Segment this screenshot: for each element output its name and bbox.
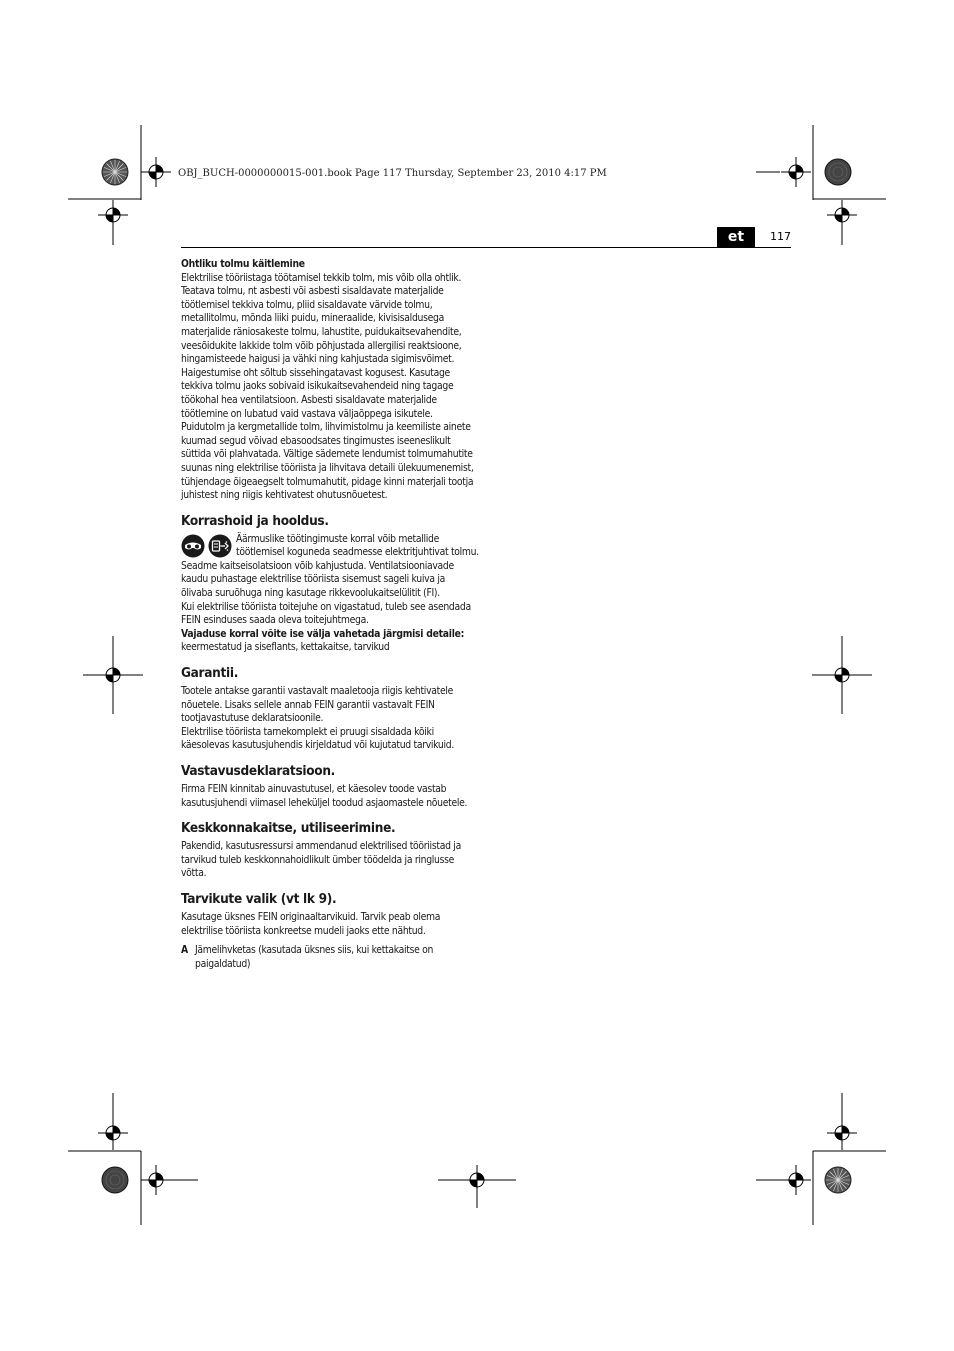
list-item-text: Jämelihvketas (kasutada üksnes siis, kui kettakaitse on paigaldatud) xyxy=(195,944,434,970)
dust-paragraph-1: Elektrilise tööriistaga töötamisel tekkib tolm, mis võib olla ohtlik. xyxy=(181,271,462,284)
maintenance-paragraph-2: Kui elektrilise tööriista toitejuhe on vigastatud, tuleb see asendada FEIN esinduses saada oleva toitejuhtmega. xyxy=(181,600,471,627)
dust-heading: Ohtliku tolmu käitlemine xyxy=(181,258,305,270)
language-tab: et xyxy=(717,227,755,247)
compressed-air-icon xyxy=(208,534,232,558)
dust-paragraph-3: Puidutolm ja kergmetallide tolm, lihvimistolmu ja keemiliste ainete kuumad segud võivad ebasoodsates tingimustes iseeneslikult süttida või plahvatada. Vältige sädemete lendumist tolmumahutite suunas ning elektrilise tööriista ja lihvitava detaili ülekuumenemist, tühjendage õigeaegselt tolmumahutit, pidage kinni materjali tootja juhistest ning riigis kehtivatest ohutusnõuetest. xyxy=(181,421,474,502)
list-item xyxy=(181,944,479,971)
print-slug: OBJ_BUCH-0000000015-001.book Page 117 Thursday, September 23, 2010 4:17 PM xyxy=(178,168,607,179)
page-number: 117 xyxy=(770,230,791,243)
maintenance-block xyxy=(181,533,479,601)
replaceable-parts-list: keermestatud ja siseflants, kettakaitse, tarvikud xyxy=(181,641,390,654)
main-column xyxy=(181,258,479,971)
maintenance-paragraph-1: Äärmuslike töötingimuste korral võib metallide töötlemisel koguneda seadmesse elektritjuhtivat tolmu. Seadme kaitseisolatsioon võib kahjustuda. Ventilatsiooniavade kaudu puhastage elektrilise tööriista sisemust sageli kuiva ja õlivaba suruõhuga ning kasutage rikkevoolukaitselülitit (FI). xyxy=(181,532,479,600)
warranty-heading: Garantii. xyxy=(181,665,239,682)
accessories-heading: Tarvikute valik (vt lk 9). xyxy=(181,890,337,907)
warranty-paragraph-1: Tootele antakse garantii vastavalt maaletooja riigis kehtivatele nõuetele. Lisaks sellele annab FEIN garantii vastavalt FEIN tootjavastutuse deklaratsioonile. xyxy=(181,685,454,725)
warranty-paragraph-2: Elektrilise tööriista tarnekomplekt ei pruugi sisaldada kõiki käesolevas kasutusjuhendis kirjeldatud või kujutatud tarvikuid. xyxy=(181,725,454,752)
dust-paragraph-2: Teatava tolmu, nt asbesti või asbesti sisaldavate materjalide töötlemisel tekkiva tolmu, pliid sisaldavate värvide tolmu, metallitolmu, mõnda liiki puidu, mineraalide, kivisisaldusega materjalide räniosakeste tolmu, lahustite, puidukaitsevahendite, veesõidukite lakkide tolm võib põhjustada allergilisi reaktsioone, hingamisteede haigusi ja vähki ning kahjustada sigimisvõimet. Haigestumise oht sõltub sissehingatavast kogusest. Kasutage tekkiva tolmu jaoks sobivaid isikukaitsevahendeid ning tagage töökohal hea ventilatsioon. Asbesti sisaldavate materjalide töötlemine on lubatud vaid vastava väljaõppega isikutele. xyxy=(181,285,462,420)
replaceable-parts-heading: Vajaduse korral võite ise välja vahetada järgmisi detaile: xyxy=(181,627,465,640)
maintenance-icons xyxy=(181,534,232,558)
environment-paragraph: Pakendid, kasutusressursi ammendanud elektrilised tööriistad ja tarvikud tuleb keskkonnahoidlikult ümber töödelda ja ringlusse võtta. xyxy=(181,840,461,880)
conformity-paragraph: Firma FEIN kinnitab ainuvastutusel, et käesolev toode vastab kasutusjuhendi viimasel leheküljel toodud asjaomastele nõuetele. xyxy=(181,783,468,809)
goggles-icon xyxy=(181,534,205,558)
accessories-paragraph: Kasutage üksnes FEIN originaaltarvikuid. Tarvik peab olema elektrilise tööriista konkreetse mudeli jaoks ette nähtud. xyxy=(181,910,441,937)
list-item-key: A xyxy=(181,944,189,957)
conformity-heading: Vastavusdeklaratsioon. xyxy=(181,763,335,779)
environment-heading: Keskkonnakaitse, utiliseerimine. xyxy=(181,820,396,837)
maintenance-heading: Korrashoid ja hooldus. xyxy=(181,512,329,529)
header-rule xyxy=(181,247,791,248)
